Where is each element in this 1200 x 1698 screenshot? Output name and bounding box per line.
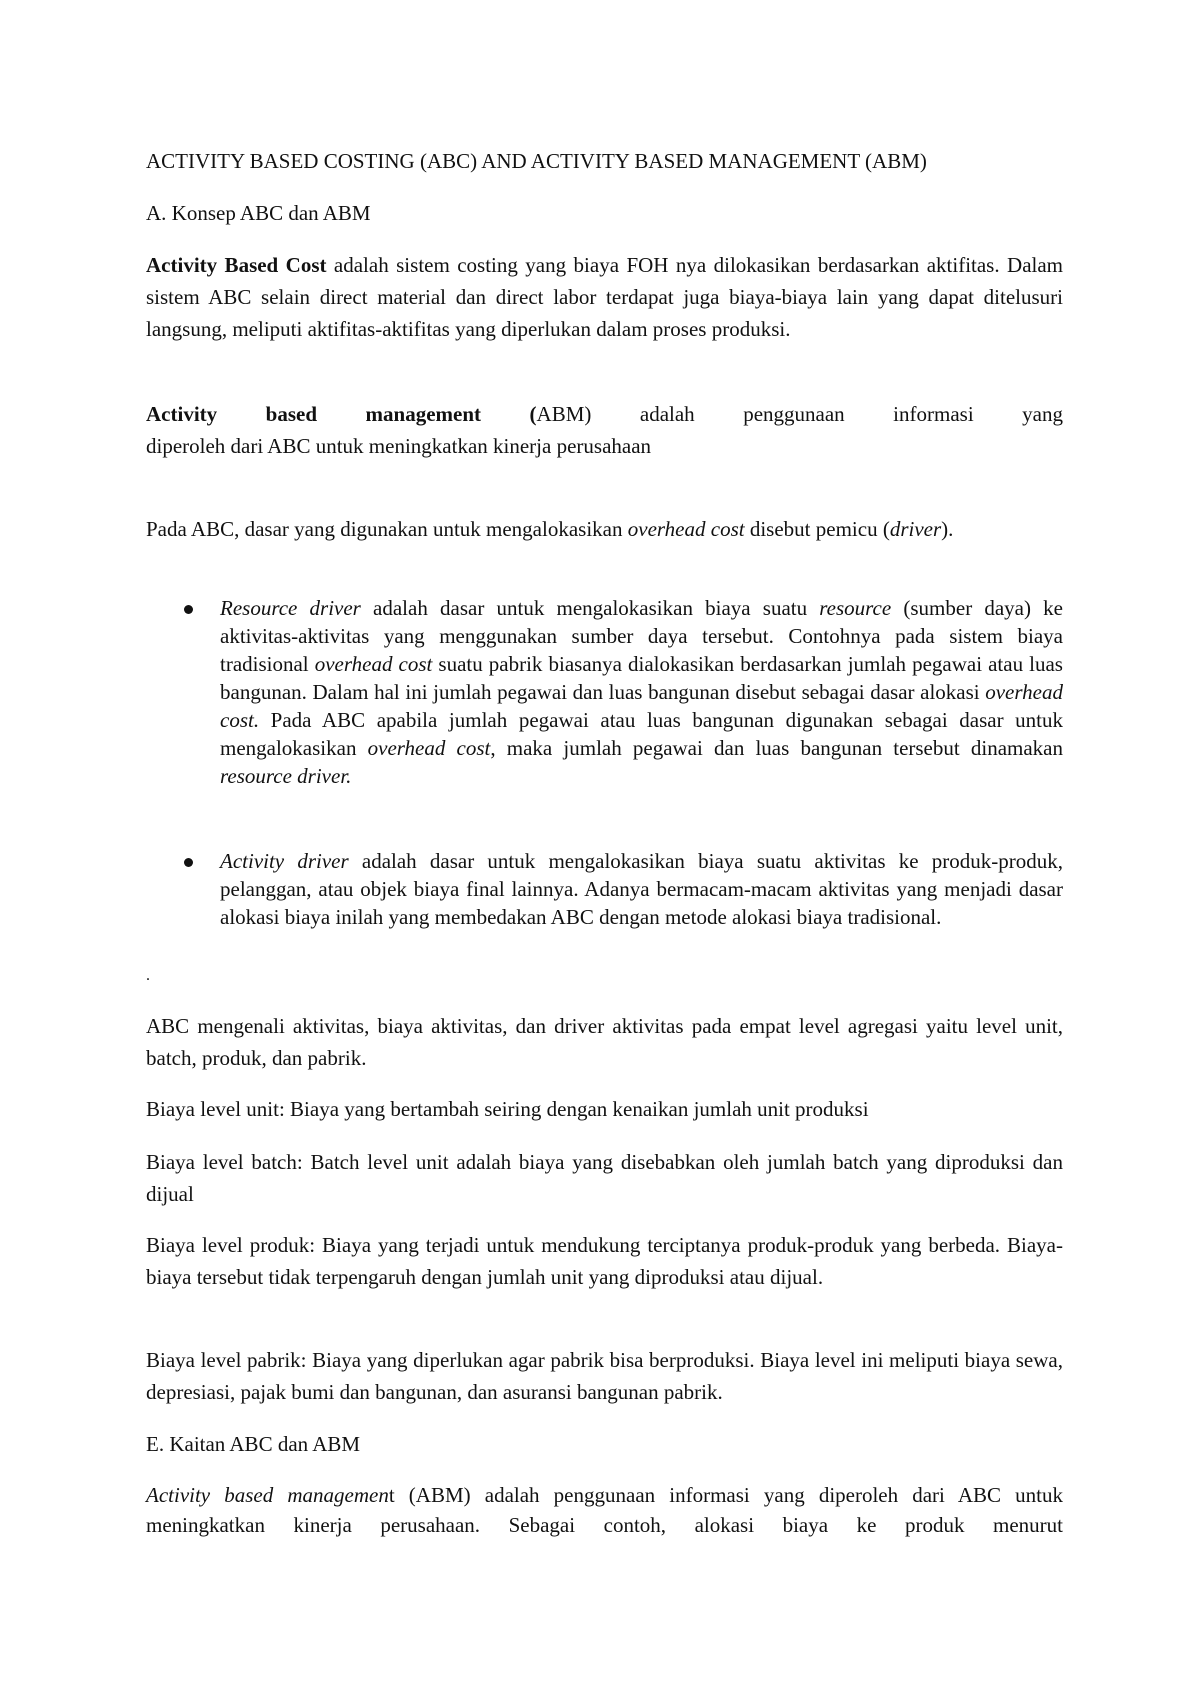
term-activity-based-cost: Activity Based Cost [146, 253, 327, 277]
term-activity-based-management: Activity based managemen [146, 1483, 389, 1507]
paragraph-product-level: Biaya level produk: Biaya yang terjadi untuk mendukung terciptanya produk-produk yang berbeda. Biaya-biaya tersebut tidak terpengaruh dengan jumlah unit yang diproduksi atau dijual. [146, 1233, 1063, 1289]
term-driver: driver [889, 517, 942, 541]
paragraph-text: Pada ABC, dasar yang digunakan untuk mengalokasikan [146, 517, 628, 541]
list-item-text [220, 847, 1063, 931]
paragraph-abm-definition-line1 [146, 398, 1063, 430]
paragraph-text: t (ABM) adalah penggunaan informasi yang diperoleh dari ABC untuk meningkatkan kinerja perusahaan. Sebagai contoh, alokasi biaya ke produk menurut [146, 1483, 1063, 1537]
bullet-icon [184, 858, 193, 867]
paragraph-text: adalah sistem costing yang biaya FOH nya dilokasikan berdasarkan aktifitas. Dalam sistem ABC selain direct material dan direct labor terdapat juga biaya-biaya lain yang dapat ditelusuri langsung, meliputi aktifitas-aktifitas yang diperlukan dalam proses produksi. [146, 253, 1064, 341]
text-run: (sumber daya) ke aktivitas-aktivitas yang menggunakan sumber daya tersebut. Contohnya pada sistem biaya tradisional [220, 596, 1063, 676]
term-overhead-cost: overhead cost. [220, 680, 1063, 732]
text-run: , maka jumlah pegawai dan luas bangunan tersebut dinamakan [490, 736, 1063, 760]
term-activity-driver: Activity driver [220, 849, 349, 873]
paragraph-abc-definition [146, 249, 1063, 345]
paragraph-text: disebut pemicu ( [744, 517, 890, 541]
stray-period: . [146, 967, 150, 984]
paragraph-batch-level: Biaya level batch: Batch level unit adalah biaya yang disebabkan oleh jumlah batch yang diproduksi dan dijual [146, 1150, 1063, 1206]
paragraph-aggregation-levels: ABC mengenali aktivitas, biaya aktivitas, dan driver aktivitas pada empat level agregasi yaitu level unit, batch, produk, dan pabrik. [146, 1014, 1063, 1070]
term-overhead-cost: overhead cost [627, 517, 745, 541]
paragraph-unit-level: Biaya level unit: Biaya yang bertambah seiring dengan kenaikan jumlah unit produksi [146, 1097, 869, 1121]
paragraph-driver-intro [146, 513, 1063, 545]
paragraph-factory-level: Biaya level pabrik: Biaya yang diperlukan agar pabrik bisa berproduksi. Biaya level ini meliputi biaya sewa, depresiasi, pajak bumi dan bangunan, dan asuransi bangunan pabrik. [146, 1348, 1063, 1404]
section-heading-a: A. Konsep ABC dan ABM [146, 201, 371, 225]
text-run: adalah dasar untuk mengalokasikan biaya suatu [360, 596, 820, 620]
document-title: ACTIVITY BASED COSTING (ABC) AND ACTIVITY BASED MANAGEMENT (ABM) [146, 149, 927, 173]
term-resource: resource [819, 596, 892, 620]
term-resource-driver: resource driver. [220, 764, 352, 788]
term-resource-driver: Resource driver [220, 596, 361, 620]
text-run: Pada ABC apabila jumlah pegawai atau luas bangunan digunakan sebagai dasar untuk mengalokasikan [220, 708, 1063, 760]
paragraph-text: ABM) adalah penggunaan informasi yang [536, 402, 1064, 426]
term-activity-based-management: Activity based management ( [146, 402, 537, 426]
paragraph-abm-definition-line2: diperoleh dari ABC untuk meningkatkan kinerja perusahaan [146, 434, 652, 458]
term-overhead-cost: overhead cost [367, 736, 491, 760]
term-overhead-cost: overhead cost [314, 652, 433, 676]
bullet-icon [184, 605, 193, 614]
text-run: adalah dasar untuk mengalokasikan biaya suatu aktivitas ke produk-produk, pelanggan, atau objek biaya final lainnya. Adanya bermacam-macam aktivitas yang menjadi dasar alokasi biaya inilah yang membedakan ABC dengan metode alokasi biaya tradisional. [220, 849, 1064, 929]
section-heading-e: E. Kaitan ABC dan ABM [146, 1432, 361, 1456]
text-run: suatu pabrik biasanya dialokasikan berdasarkan jumlah pegawai atau luas bangunan. Dalam hal ini jumlah pegawai dan luas bangunan disebut sebagai dasar alokasi [220, 652, 1063, 704]
paragraph-abc-abm-relation [146, 1480, 1063, 1540]
list-item-text [220, 594, 1063, 790]
paragraph-text: ). [941, 517, 954, 541]
